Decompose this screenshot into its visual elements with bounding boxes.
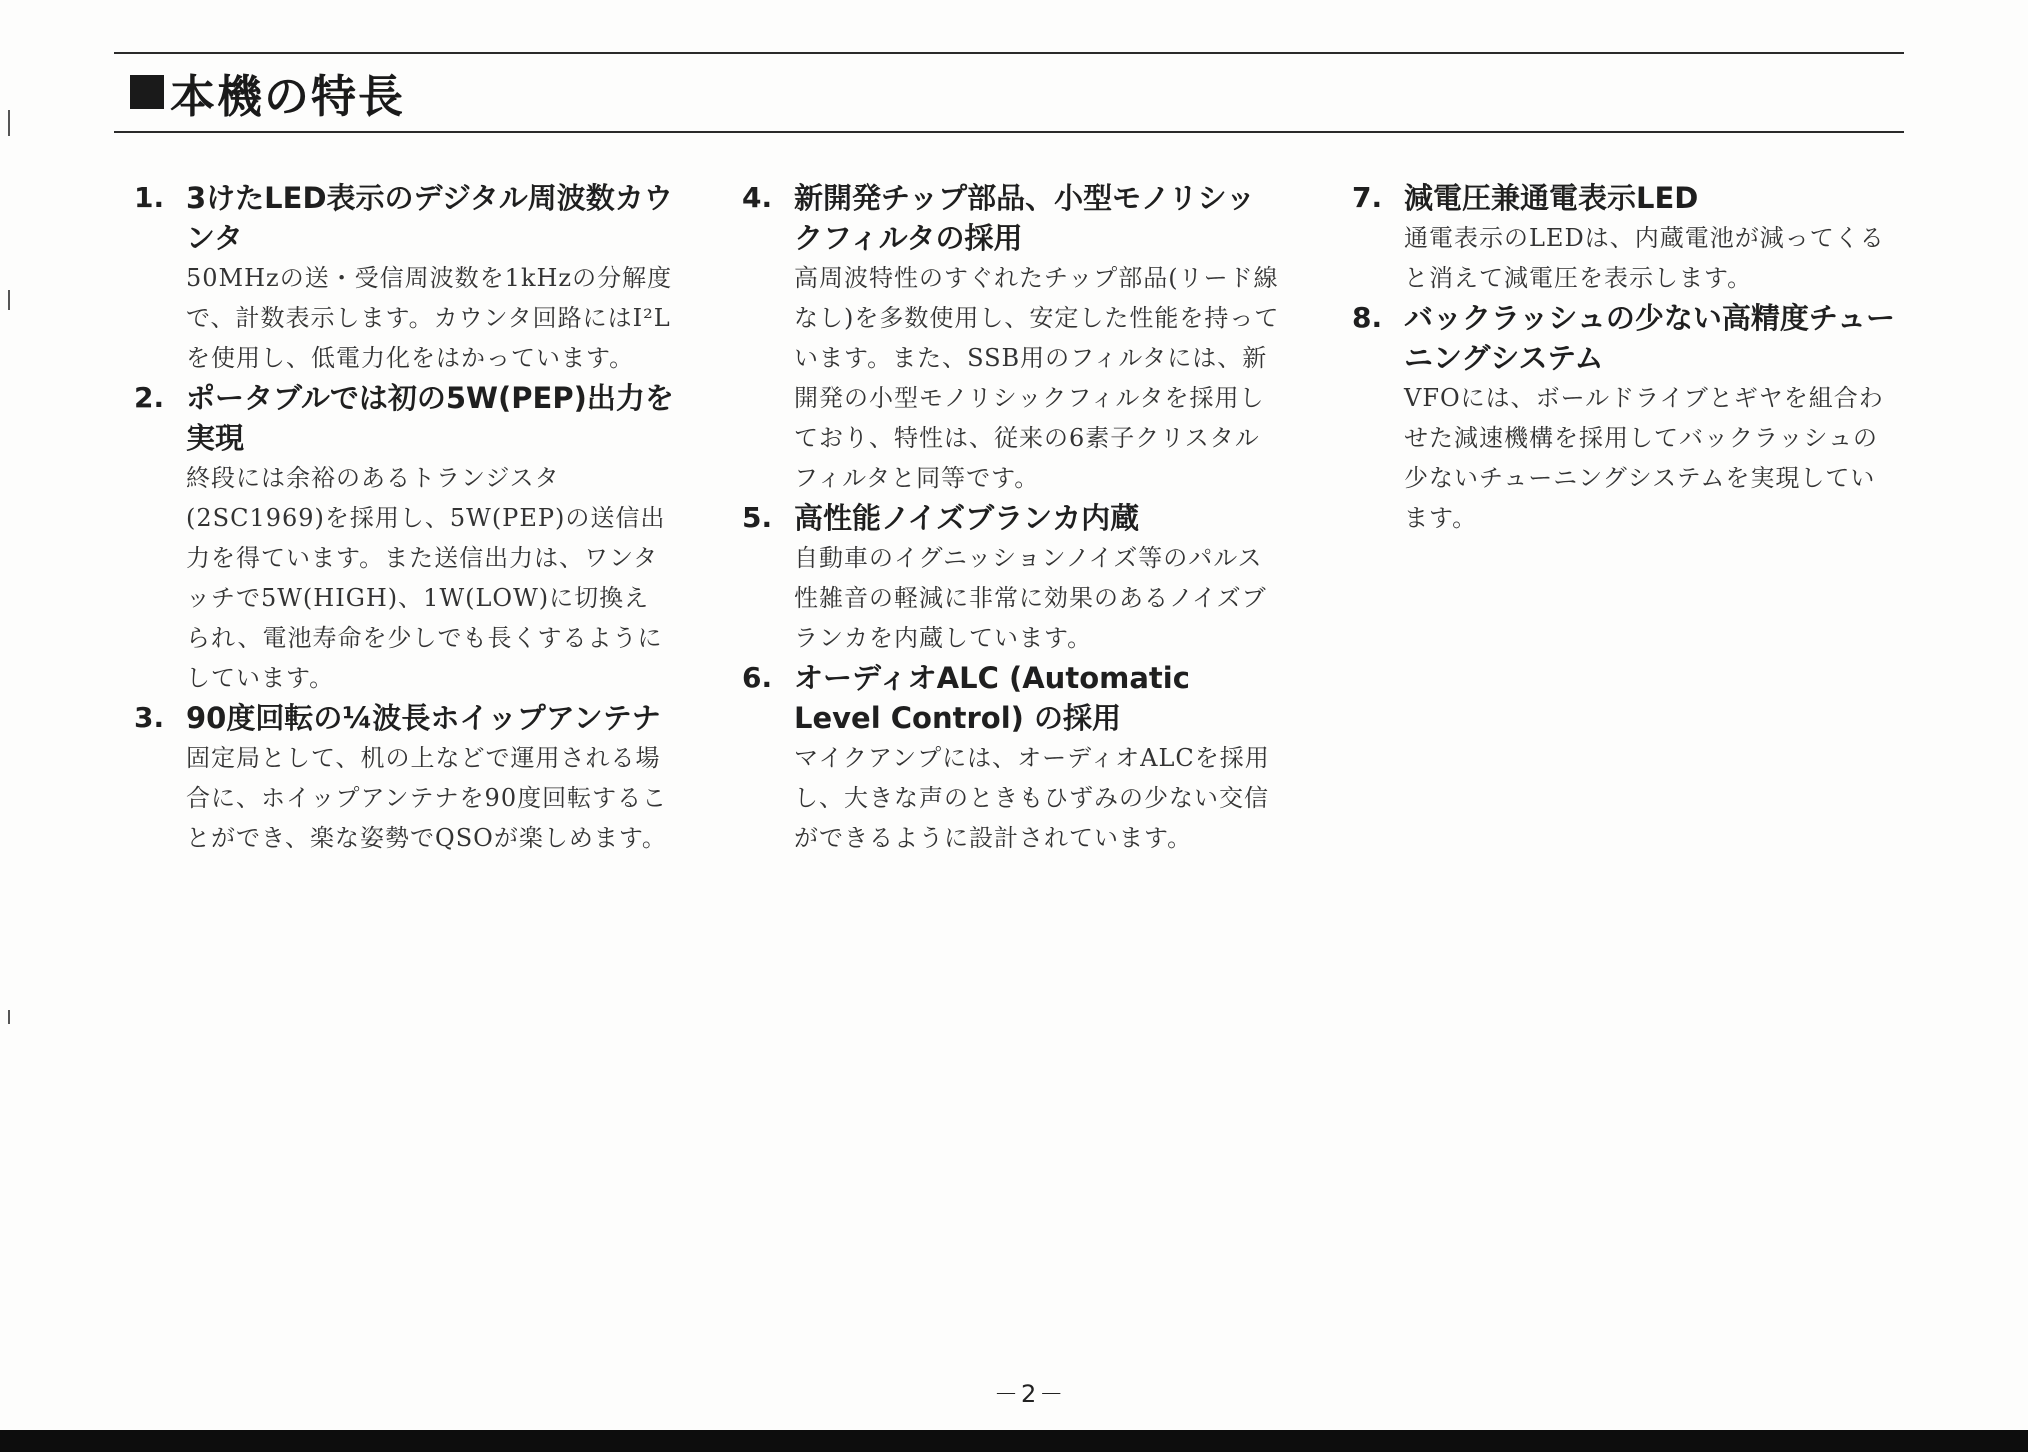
feature-title: オーディオALC (Automatic Level Control) の採用	[794, 661, 1190, 735]
feature-title: 新開発チップ部品、小型モノリシックフィルタの採用	[794, 181, 1256, 255]
feature-title: ポータブルでは初の5W(PEP)出力を実現	[186, 381, 674, 455]
scan-edge-mark	[8, 1010, 10, 1024]
feature-title: 高性能ノイズブランカ内蔵	[794, 501, 1140, 535]
feature-item	[134, 178, 674, 378]
feature-description: 自動車のイグニッションノイズ等のパルス性雑音の軽減に非常に効果のあるノイズブランカを内蔵しています。	[794, 544, 1267, 652]
feature-item	[742, 658, 1282, 858]
feature-description: 終段には余裕のあるトランジスタ(2SC1969)を採用し、5W(PEP)の送信出力を得ています。また送信出力は、ワンタッチで5W(HIGH)、1W(LOW)に切換えられ、電池寿命を少しでも長くするようにしています。	[186, 464, 666, 692]
feature-number: 3.	[134, 701, 165, 734]
feature-title: 減電圧兼通電表示LED	[1404, 181, 1699, 215]
feature-title: バックラッシュの少ない高精度チューニングシステム	[1404, 301, 1895, 375]
header-top-rule	[114, 52, 1904, 54]
page-title-text: 本機の特長	[170, 69, 406, 123]
feature-description: VFOには、ボールドライブとギヤを組合わせた減速機構を採用してバックラッシュの少ないチューニングシステムを実現しています。	[1404, 384, 1884, 532]
feature-number: 6.	[742, 661, 773, 694]
feature-item	[1352, 178, 1900, 298]
page-number: －2－	[994, 1380, 1067, 1408]
feature-number: 2.	[134, 381, 165, 414]
feature-number: 7.	[1352, 181, 1383, 214]
header-bottom-rule	[114, 131, 1904, 133]
feature-number: 8.	[1352, 301, 1383, 334]
scan-edge-mark	[8, 110, 10, 136]
feature-description: 通電表示のLEDは、内蔵電池が減ってくると消えて減電圧を表示します。	[1404, 224, 1885, 292]
feature-description: 高周波特性のすぐれたチップ部品(リード線なし)を多数使用し、安定した性能を持っています。また、SSB用のフィルタには、新開発の小型モノリシックフィルタを採用しており、特性は、従来の6素子クリスタルフィルタと同等です。	[794, 264, 1280, 492]
feature-item	[742, 498, 1282, 658]
scan-bottom-border	[0, 1430, 2028, 1452]
feature-description: 50MHzの送・受信周波数を1kHzの分解度で、計数表示します。カウンタ回路にはI²Lを使用し、低電力化をはかっています。	[186, 264, 673, 372]
feature-number: 1.	[134, 181, 165, 214]
feature-item	[134, 698, 674, 858]
feature-title: 3けたLED表示のデジタル周波数カウンタ	[186, 181, 673, 255]
feature-item	[134, 378, 674, 698]
page-title	[130, 62, 405, 122]
feature-number: 4.	[742, 181, 773, 214]
black-square-icon	[130, 75, 164, 109]
feature-number: 5.	[742, 501, 773, 534]
feature-column-3	[1352, 178, 1900, 538]
feature-description: 固定局として、机の上などで運用される場合に、ホイップアンテナを90度回転することができ、楽な姿勢でQSOが楽しめます。	[186, 744, 668, 852]
feature-description: マイクアンプには、オーディオALCを採用し、大きな声のときもひずみの少ない交信ができるように設計されています。	[794, 744, 1270, 852]
feature-item	[742, 178, 1282, 498]
feature-column-2	[742, 178, 1282, 858]
scan-edge-mark	[8, 290, 10, 310]
feature-column-1	[134, 178, 674, 858]
feature-title: 90度回転の¼波長ホイップアンテナ	[186, 701, 661, 735]
feature-item	[1352, 298, 1900, 538]
